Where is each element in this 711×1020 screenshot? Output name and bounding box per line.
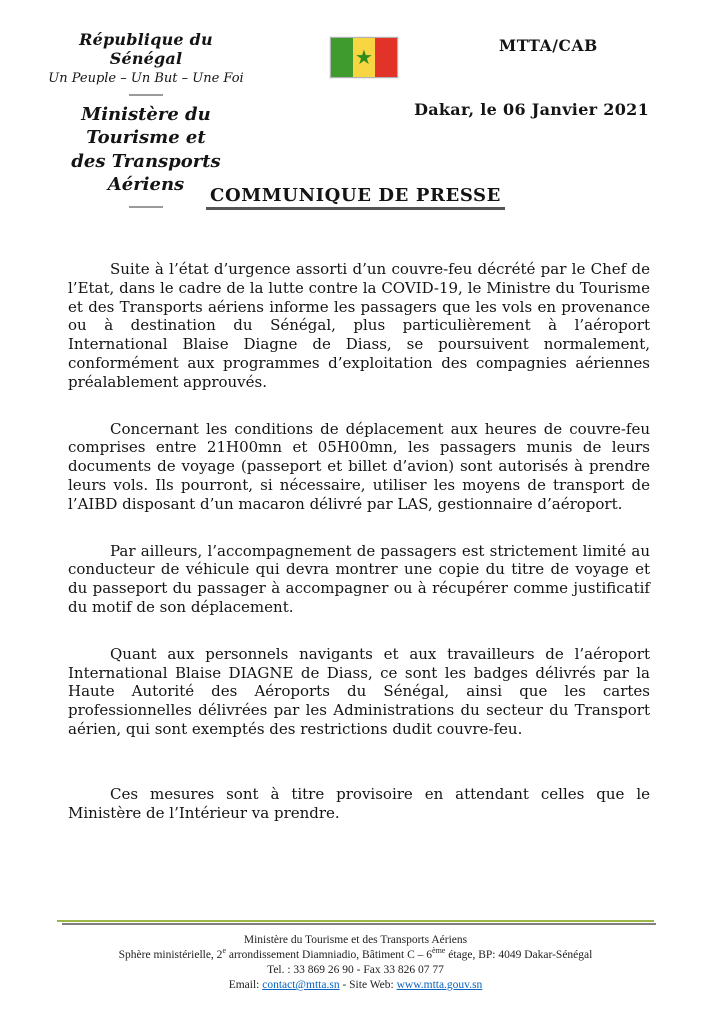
- paragraph-3: Par ailleurs, l’accompagnement de passagers est strictement limité au conducteur de véhicule qui devra montrer une copie du titre de voyage et du passeport du passager à accompagner ou à récupérer comme justificatif du motif de son déplacement.: [68, 541, 650, 616]
- title-row: [0, 185, 711, 210]
- ministry-name-line2: des Transports Aériens: [71, 150, 221, 196]
- document-body: [68, 260, 650, 850]
- footer-address-part2: arrondissement Diamniadio, Bâtiment C – 6: [226, 949, 433, 961]
- ministry-name-line1: Ministère du Tourisme et: [81, 104, 211, 149]
- footer-ministry-name: Ministère du Tourisme et des Transports Aériens: [243, 934, 468, 946]
- footer: [0, 933, 711, 993]
- flag-star-icon: ★: [355, 44, 373, 69]
- flag-yellow-stripe: [353, 38, 375, 77]
- footer-address-sup1: e: [222, 946, 226, 956]
- flag-green-stripe: [331, 38, 353, 77]
- paragraph-2: Concernant les conditions de déplacement aux heures de couvre-feu comprises entre 21H00mn et 05H00mn, les passagers munis de leurs documents de voyage (passeport et billet d’avion) sont autorisés à prendre leurs vols. Ils pourront, si nécessaire, utiliser les moyens de transport de l’AIBD disposant d’un macaron délivré par LAS, gestionnaire d’aéroport.: [68, 419, 650, 513]
- footer-address: [0, 948, 711, 963]
- senegal-flag: [330, 37, 398, 78]
- paragraph-5: Ces mesures sont à titre provisoire en attendant celles que le Ministère de l’Intérieur va prendre.: [68, 784, 650, 822]
- footer-address-sup2: ème: [432, 946, 446, 956]
- website-link[interactable]: www.mtta.gouv.sn: [396, 979, 483, 991]
- footer-web-label: - Site Web:: [339, 979, 397, 991]
- footer-phone-fax: Tel. : 33 869 26 90 - Fax 33 826 07 77: [267, 964, 444, 976]
- footer-address-part1: Sphère ministérielle, 2: [118, 949, 223, 961]
- paragraph-1: Suite à l’état d’urgence assorti d’un couvre-feu décrété par le Chef de l’Etat, dans le cadre de la lutte contre la COVID-19, le Ministre du Tourisme et des Transports aériens informe les passagers que les vols en provenance ou à destination du Sénégal, plus particulièrement à l’aéroport International Blaise Diagne de Diass, se poursuivent normalement, conformément aux programmes d’exploitation des compagnies aériennes préalablement approuvés.: [68, 260, 650, 391]
- republic-title: République du Sénégal: [79, 30, 213, 68]
- national-motto: Un Peuple – Un But – Une Foi: [48, 71, 244, 86]
- paragraph-4: Quant aux personnels navigants et aux travailleurs de l’aéroport International Blaise DIAGNE de Diass, ce sont les badges délivrés par la Haute Autorité des Aéroports du Sénégal, ainsi que les cartes professionnelles délivrées par les Administrations du secteur du Transport aérien, qui sont exemptés des restrictions dudit couvre-feu.: [68, 644, 650, 738]
- dateline: Dakar, le 06 Janvier 2021: [414, 100, 649, 119]
- letterhead-separator: [129, 94, 163, 96]
- flag-red-stripe: [375, 38, 397, 77]
- footer-contact-line: [0, 978, 711, 993]
- letterhead-left: [46, 30, 246, 208]
- reference-code: MTTA/CAB: [499, 36, 598, 55]
- footer-divider-green-line: [57, 920, 654, 922]
- press-release-title: COMMUNIQUE DE PRESSE: [206, 185, 505, 210]
- email-link[interactable]: contact@mtta.sn: [262, 979, 340, 991]
- footer-email-label: Email:: [228, 979, 263, 991]
- footer-address-part3: étage, BP: 4049 Dakar-Sénégal: [445, 949, 593, 961]
- footer-divider-gray-line: [62, 923, 656, 925]
- footer-divider: [57, 920, 654, 925]
